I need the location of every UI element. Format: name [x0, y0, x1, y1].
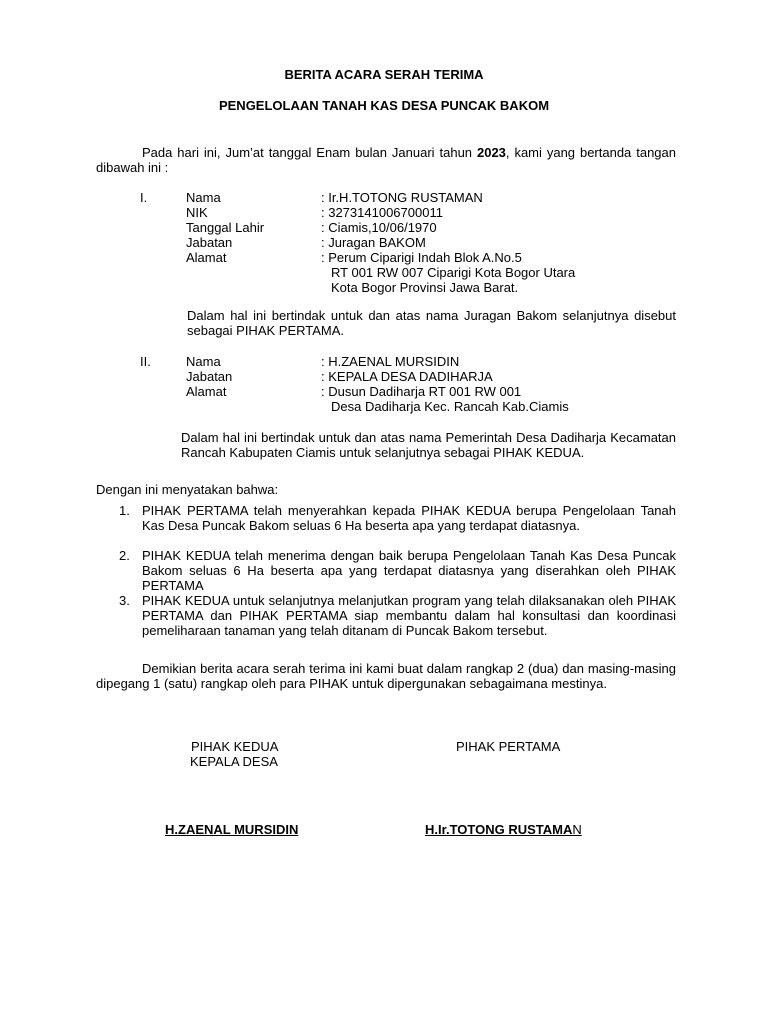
party-one-address-label: Alamat: [186, 250, 227, 265]
signature-right-name-main: H.Ir.TOTONG RUSTAMA: [425, 822, 573, 837]
document-title: BERITA ACARA SERAH TERIMA: [284, 67, 484, 82]
party-two-name-label: Nama: [186, 354, 221, 369]
list-item: PIHAK PERTAMA telah menyerahkan kepada PIHAK KEDUA berupa Pengelolaan Tanah Kas Desa Puncak Bakom seluas 6 Ha beserta apa yang terdapat diatasnya.: [142, 503, 676, 533]
party-one-name-label: Nama: [186, 190, 221, 205]
party-one-nik-label: NIK: [186, 205, 208, 220]
party-two-position-value: : KEPALA DESA DADIHARJA: [321, 369, 493, 384]
signature-right-name-tail: N: [572, 822, 582, 837]
party-two-statement: Dalam hal ini bertindak untuk dan atas nama Pemerintah Desa Dadiharja Kecamatan Rancah Kabupaten Ciamis untuk selanjutnya sebagai PIHAK KEDUA.: [181, 430, 676, 460]
party-one-numeral: I.: [140, 190, 148, 205]
party-two-name-value: : H.ZAENAL MURSIDIN: [321, 354, 460, 369]
signature-left-role-2: KEPALA DESA: [190, 754, 278, 769]
party-one-position-label: Jabatan: [186, 235, 233, 250]
party-two-address-line-2: Desa Dadiharja Kec. Rancah Kab.Ciamis: [331, 399, 569, 414]
signature-left-name: H.ZAENAL MURSIDIN: [165, 822, 299, 837]
party-two-position-label: Jabatan: [186, 369, 233, 384]
signature-right-role: PIHAK PERTAMA: [456, 739, 561, 754]
document-subtitle: PENGELOLAAN TANAH KAS DESA PUNCAK BAKOM: [218, 98, 550, 113]
declaration-intro: Dengan ini menyatakan bahwa:: [96, 482, 279, 497]
party-one-address-line-2: RT 001 RW 007 Ciparigi Kota Bogor Utara: [331, 265, 576, 280]
intro-text-before: Pada hari ini, Jum’at tanggal Enam bulan Januari tahun: [142, 145, 477, 160]
intro-paragraph: [96, 145, 676, 175]
party-one-address-value: : Perum Ciparigi Indah Blok A.No.5: [321, 250, 522, 265]
party-one-birth-value: : Ciamis,10/06/1970: [321, 220, 437, 235]
list-item-number: 3.: [119, 593, 130, 608]
party-one-birth-label: Tanggal Lahir: [186, 220, 265, 235]
party-one-address-line-3: Kota Bogor Provinsi Jawa Barat.: [331, 280, 519, 295]
party-one-nik-value: : 3273141006700011: [321, 205, 443, 220]
closing-paragraph: Demikian berita acara serah terima ini kami buat dalam rangkap 2 (dua) dan masing-masing dipegang 1 (satu) rangkap oleh para PIHAK untuk dipergunakan sebagaimana mestinya.: [96, 661, 676, 691]
party-two-numeral: II.: [140, 354, 151, 369]
party-two-address-label: Alamat: [186, 384, 227, 399]
party-one-position-value: : Juragan BAKOM: [321, 235, 426, 250]
list-item-number: 1.: [119, 503, 130, 518]
signature-right-name: [425, 822, 582, 837]
list-item: PIHAK KEDUA telah menerima dengan baik berupa Pengelolaan Tanah Kas Desa Puncak Bakom seluas 6 Ha beserta apa yang terdapat diatasnya yang diserahkan oleh PIHAK PERTAMA: [142, 548, 676, 593]
list-item: PIHAK KEDUA untuk selanjutnya melanjutkan program yang telah dilaksanakan oleh PIHAK PERTAMA dan PIHAK PERTAMA siap membantu dalam hal konsultasi dan koordinasi pemeliharaan tanaman yang telah ditanam di Puncak Bakom tersebut.: [142, 593, 676, 638]
intro-text-after: , kami yang bertanda tangan dibawah ini :: [96, 145, 676, 175]
intro-year: 2023: [476, 145, 506, 160]
party-one-name-value: : Ir.H.TOTONG RUSTAMAN: [321, 190, 483, 205]
party-two-address-value: : Dusun Dadiharja RT 001 RW 001: [321, 384, 522, 399]
party-one-statement: Dalam hal ini bertindak untuk dan atas nama Juragan Bakom selanjutnya disebut sebagai PIHAK PERTAMA.: [187, 308, 676, 338]
list-item-number: 2.: [119, 548, 130, 563]
signature-left-role: PIHAK KEDUA: [191, 739, 279, 754]
